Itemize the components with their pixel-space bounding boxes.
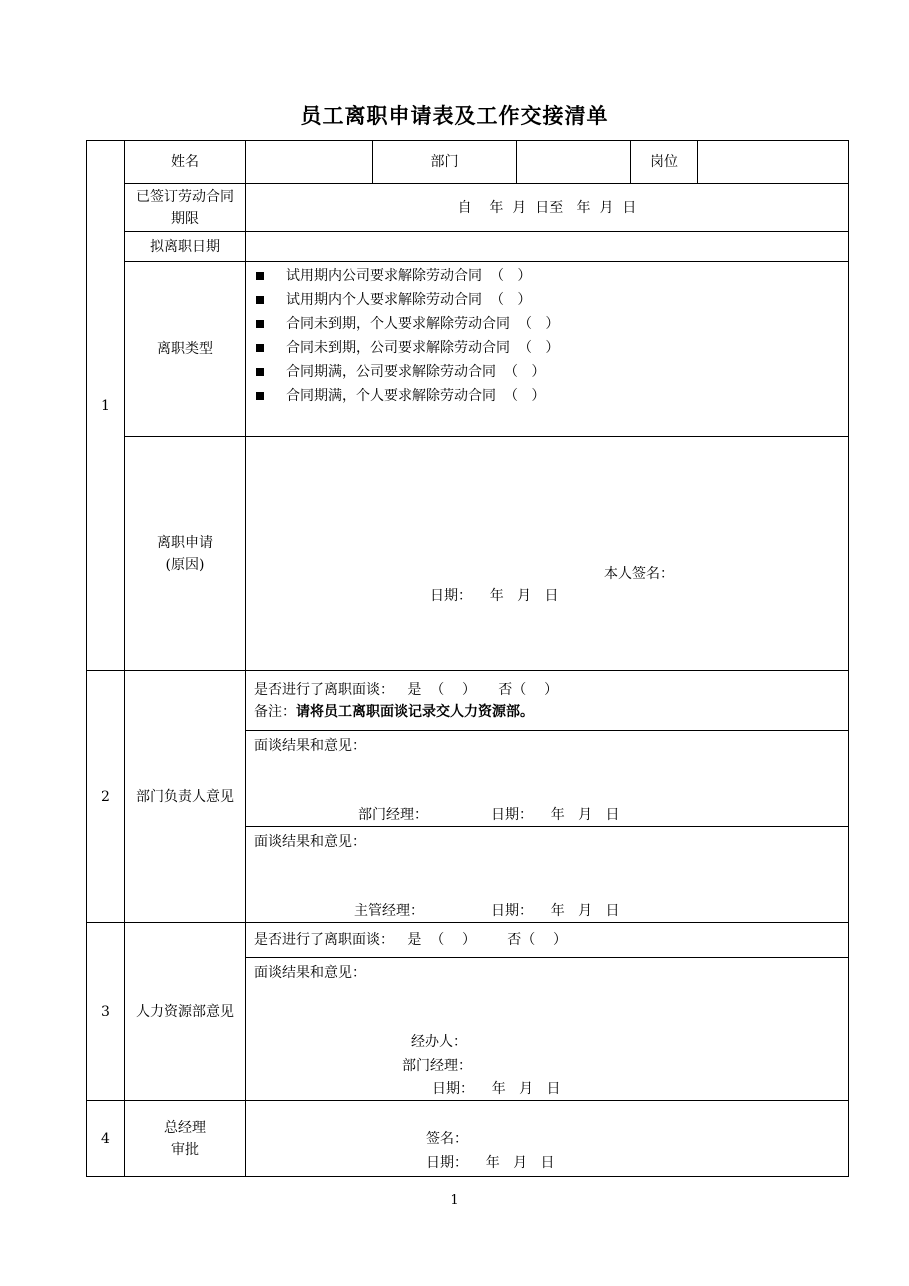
contract-term-label xyxy=(125,184,246,232)
hr-opinion-label: 人力资源部意见 xyxy=(125,923,246,1101)
position-label: 岗位 xyxy=(631,141,698,184)
square-bullet-icon xyxy=(256,296,264,304)
page-title: 员工离职申请表及工作交接清单 xyxy=(300,104,609,128)
gm-date: 日期： 年 月 日 xyxy=(426,1154,555,1171)
remark-text: 请将员工离职面谈记录交人力资源部。 xyxy=(296,703,534,720)
dept-manager-opinion-field[interactable] xyxy=(246,731,849,827)
section-number-1: 1 xyxy=(87,141,125,671)
leave-type-label: 离职类型 xyxy=(125,262,246,437)
supervisor-opinion-field[interactable] xyxy=(246,827,849,923)
hr-opinion-field[interactable] xyxy=(246,958,849,1101)
gm-label-line2: 审批 xyxy=(171,1141,199,1158)
leave-type-option[interactable]: 试用期内公司要求解除劳动合同 （ ） xyxy=(246,264,848,288)
leave-type-option[interactable]: 合同未到期，个人要求解除劳动合同 （ ） xyxy=(246,312,848,336)
dept-interview-cell xyxy=(246,671,849,731)
hr-manager-label: 部门经理： xyxy=(402,1057,472,1074)
dept-field[interactable] xyxy=(517,141,631,184)
page-number: 1 xyxy=(450,1193,459,1208)
application-label-line2: (原因) xyxy=(165,556,205,573)
supervisor-label: 主管经理： xyxy=(354,902,424,919)
gm-label-line1: 总经理 xyxy=(164,1119,206,1136)
application-reason-field[interactable] xyxy=(246,437,849,671)
application-reason-label xyxy=(125,437,246,671)
resignation-form-table xyxy=(86,140,849,1177)
hr-result-label: 面谈结果和意见： xyxy=(254,964,366,981)
application-date: 日期： 年 月 日 xyxy=(430,587,559,604)
dept-manager-date: 日期： 年 月 日 xyxy=(491,806,620,823)
leave-date-label: 拟离职日期 xyxy=(125,232,246,262)
contract-term-label-line1: 已签订劳动合同 xyxy=(136,188,234,205)
square-bullet-icon xyxy=(256,344,264,352)
contract-term-label-line2: 期限 xyxy=(171,210,199,227)
gm-signature-label: 签名： xyxy=(426,1130,468,1147)
dept-result-label: 面谈结果和意见： xyxy=(254,737,366,754)
dept-manager-label: 部门经理： xyxy=(358,806,428,823)
hr-handler-label: 经办人： xyxy=(411,1033,467,1050)
dept-remark xyxy=(254,701,840,723)
dept-label: 部门 xyxy=(373,141,517,184)
contract-term-field[interactable]: 自 年 月 日至 年 月 日 xyxy=(246,184,849,232)
square-bullet-icon xyxy=(256,368,264,376)
gm-approval-label xyxy=(125,1101,246,1177)
leave-type-option[interactable]: 合同未到期，公司要求解除劳动合同 （ ） xyxy=(246,336,848,360)
applicant-signature-label: 本人签名： xyxy=(604,565,674,582)
square-bullet-icon xyxy=(256,272,264,280)
hr-date: 日期： 年 月 日 xyxy=(432,1080,561,1097)
section-number-2: 2 xyxy=(87,671,125,923)
hr-interview-question[interactable]: 是否进行了离职面谈： 是 （ ） 否（ ） xyxy=(246,923,849,958)
leave-date-field[interactable] xyxy=(246,232,849,262)
name-field[interactable] xyxy=(246,141,373,184)
dept-interview-question[interactable]: 是否进行了离职面谈： 是 （ ） 否（ ） xyxy=(254,681,559,698)
position-field[interactable] xyxy=(698,141,849,184)
dept-head-opinion-label: 部门负责人意见 xyxy=(125,671,246,923)
leave-type-options xyxy=(246,262,849,437)
gm-approval-field[interactable] xyxy=(246,1101,849,1177)
leave-type-option[interactable]: 试用期内个人要求解除劳动合同 （ ） xyxy=(246,288,848,312)
square-bullet-icon xyxy=(256,320,264,328)
application-label-line1: 离职申请 xyxy=(157,534,213,551)
leave-type-option[interactable]: 合同期满，个人要求解除劳动合同 （ ） xyxy=(246,384,848,408)
square-bullet-icon xyxy=(256,392,264,400)
name-label: 姓名 xyxy=(125,141,246,184)
remark-prefix: 备注： xyxy=(254,703,296,720)
supervisor-result-label: 面谈结果和意见： xyxy=(254,833,366,850)
leave-type-option[interactable]: 合同期满，公司要求解除劳动合同 （ ） xyxy=(246,360,848,384)
section-number-3: 3 xyxy=(87,923,125,1101)
section-number-4: 4 xyxy=(87,1101,125,1177)
supervisor-date: 日期： 年 月 日 xyxy=(491,902,620,919)
